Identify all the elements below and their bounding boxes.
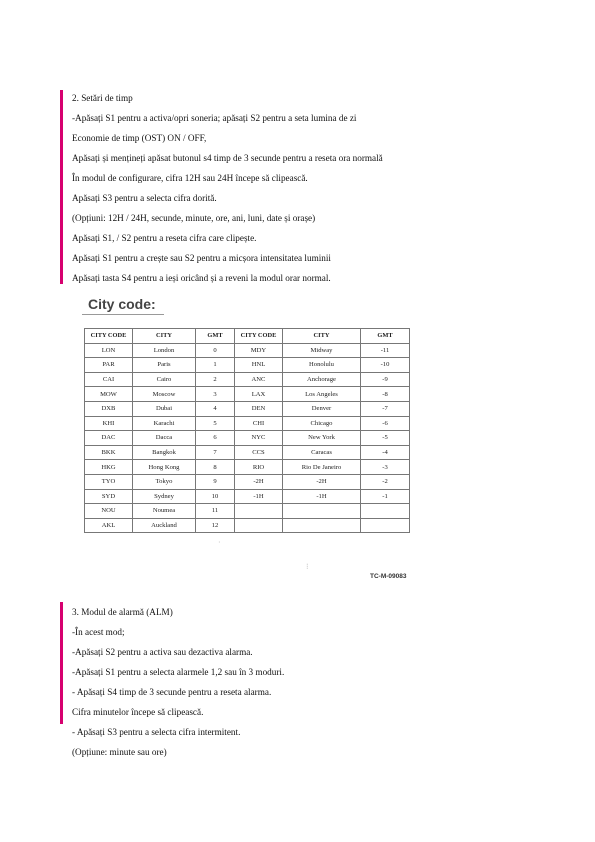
table-cell: -6 xyxy=(361,416,410,431)
table-cell: 8 xyxy=(196,460,235,475)
table-cell: -1H xyxy=(283,489,361,504)
table-row xyxy=(85,445,410,460)
table-cell: LAX xyxy=(235,387,283,402)
table-cell: -5 xyxy=(361,431,410,446)
instruction-line: -Apăsați S1 pentru a activa/opri soneria; apăsați S2 pentru a seta lumina de zi xyxy=(72,113,357,123)
instruction-line: (Opțiune: minute sau ore) xyxy=(72,747,167,757)
table-cell: NOU xyxy=(85,504,133,519)
table-cell: TYO xyxy=(85,474,133,489)
table-cell: 3 xyxy=(196,387,235,402)
table-cell xyxy=(283,518,361,533)
instruction-line: În modul de configurare, cifra 12H sau 24H începe să clipească. xyxy=(72,173,308,183)
table-cell: Dubai xyxy=(133,401,196,416)
table-cell: -1H xyxy=(235,489,283,504)
table-cell: -9 xyxy=(361,372,410,387)
table-cell: HKG xyxy=(85,460,133,475)
table-row xyxy=(85,358,410,373)
table-cell: Moscow xyxy=(133,387,196,402)
table-cell xyxy=(361,518,410,533)
table-cell: Hong Kong xyxy=(133,460,196,475)
section-accent-bar xyxy=(60,602,63,724)
table-cell: BKK xyxy=(85,445,133,460)
table-cell: Anchorage xyxy=(283,372,361,387)
city-code-title: City code: xyxy=(88,296,156,312)
table-cell: CAI xyxy=(85,372,133,387)
table-cell: MOW xyxy=(85,387,133,402)
table-cell: 12 xyxy=(196,518,235,533)
scan-speck: ⁝ xyxy=(306,562,309,571)
section-heading: 2. Setări de timp xyxy=(72,93,133,103)
instruction-line: -Apăsați S2 pentru a activa sau dezactiva alarma. xyxy=(72,647,253,657)
column-header: CITY xyxy=(133,329,196,344)
instruction-line: Apăsați S3 pentru a selecta cifra dorită. xyxy=(72,193,217,203)
table-cell: -2H xyxy=(235,474,283,489)
table-cell: DXB xyxy=(85,401,133,416)
table-cell: -8 xyxy=(361,387,410,402)
table-row xyxy=(85,504,410,519)
table-cell: 0 xyxy=(196,343,235,358)
section-accent-bar xyxy=(60,90,63,284)
table-cell xyxy=(235,504,283,519)
table-cell: CHI xyxy=(235,416,283,431)
table-row xyxy=(85,431,410,446)
table-cell: AKL xyxy=(85,518,133,533)
table-cell: DAC xyxy=(85,431,133,446)
table-cell: -4 xyxy=(361,445,410,460)
table-row xyxy=(85,474,410,489)
column-header: CITY CODE xyxy=(235,329,283,344)
instruction-line: Apăsați S1 pentru a crește sau S2 pentru a micșora intensitatea luminii xyxy=(72,253,331,263)
table-cell: -3 xyxy=(361,460,410,475)
table-cell: Tokyo xyxy=(133,474,196,489)
table-cell: 9 xyxy=(196,474,235,489)
table-cell: PAR xyxy=(85,358,133,373)
table-cell: ANC xyxy=(235,372,283,387)
table-cell: Caracas xyxy=(283,445,361,460)
instruction-line: -În acest mod; xyxy=(72,627,125,637)
section-heading: 3. Modul de alarmă (ALM) xyxy=(72,607,173,617)
table-cell: Auckland xyxy=(133,518,196,533)
table-cell: Karachi xyxy=(133,416,196,431)
table-cell: Noumea xyxy=(133,504,196,519)
table-cell: 6 xyxy=(196,431,235,446)
instruction-line: -Apăsați S1 pentru a selecta alarmele 1,2 sau în 3 moduri. xyxy=(72,667,285,677)
table-cell: Cairo xyxy=(133,372,196,387)
table-cell: DEN xyxy=(235,401,283,416)
table-cell: CCS xyxy=(235,445,283,460)
table-cell: -7 xyxy=(361,401,410,416)
instruction-line: Economie de timp (OST) ON / OFF, xyxy=(72,133,207,143)
table-cell: Honolulu xyxy=(283,358,361,373)
table-row xyxy=(85,387,410,402)
table-cell: New York xyxy=(283,431,361,446)
instruction-line: Apăsați și mențineți apăsat butonul s4 timp de 3 secunde pentru a reseta ora normală xyxy=(72,153,383,163)
title-underline xyxy=(82,314,164,315)
table-cell: LON xyxy=(85,343,133,358)
table-row xyxy=(85,372,410,387)
table-cell xyxy=(361,504,410,519)
table-cell: 10 xyxy=(196,489,235,504)
table-row xyxy=(85,343,410,358)
table-cell: RIO xyxy=(235,460,283,475)
table-row xyxy=(85,401,410,416)
table-cell: NYC xyxy=(235,431,283,446)
table-row xyxy=(85,489,410,504)
city-code-figure xyxy=(82,294,412,594)
column-header: GMT xyxy=(361,329,410,344)
column-header: CITY CODE xyxy=(85,329,133,344)
table-cell: -2 xyxy=(361,474,410,489)
table-cell: Denver xyxy=(283,401,361,416)
table-cell xyxy=(235,518,283,533)
scan-speck: · xyxy=(218,538,221,547)
table-cell: Dacca xyxy=(133,431,196,446)
table-cell: Sydney xyxy=(133,489,196,504)
table-cell: Chicago xyxy=(283,416,361,431)
table-cell: Bangkok xyxy=(133,445,196,460)
table-cell: London xyxy=(133,343,196,358)
table-cell: -1 xyxy=(361,489,410,504)
table-cell: 1 xyxy=(196,358,235,373)
table-row xyxy=(85,518,410,533)
section-time-settings xyxy=(60,88,530,288)
table-cell: KHI xyxy=(85,416,133,431)
table-header-row xyxy=(85,329,410,344)
table-cell: Paris xyxy=(133,358,196,373)
instruction-line: Cifra minutelor începe să clipească. xyxy=(72,707,204,717)
city-code-table xyxy=(84,328,410,533)
column-header: GMT xyxy=(196,329,235,344)
instruction-line: (Opțiuni: 12H / 24H, secunde, minute, ore, ani, luni, date și orașe) xyxy=(72,213,316,223)
table-cell: 2 xyxy=(196,372,235,387)
instruction-line: Apăsați tasta S4 pentru a ieși oricând și a reveni la modul orar normal. xyxy=(72,273,331,283)
table-cell xyxy=(283,504,361,519)
table-row xyxy=(85,460,410,475)
table-cell: Rio De Janeiro xyxy=(283,460,361,475)
table-cell: 4 xyxy=(196,401,235,416)
model-code: TC-M-09083 xyxy=(370,573,407,580)
instruction-line: - Apăsați S4 timp de 3 secunde pentru a reseta alarma. xyxy=(72,687,272,697)
table-cell: 11 xyxy=(196,504,235,519)
table-cell: SYD xyxy=(85,489,133,504)
instruction-line: Apăsați S1, / S2 pentru a reseta cifra care clipește. xyxy=(72,233,257,243)
table-cell: HNL xyxy=(235,358,283,373)
table-cell: -2H xyxy=(283,474,361,489)
table-row xyxy=(85,416,410,431)
table-cell: -11 xyxy=(361,343,410,358)
table-cell: MDY xyxy=(235,343,283,358)
table-cell: Midway xyxy=(283,343,361,358)
section-alarm-mode xyxy=(60,600,530,770)
column-header: CITY xyxy=(283,329,361,344)
instruction-line: - Apăsați S3 pentru a selecta cifra intermitent. xyxy=(72,727,241,737)
table-cell: 5 xyxy=(196,416,235,431)
table-cell: -10 xyxy=(361,358,410,373)
table-cell: 7 xyxy=(196,445,235,460)
table-cell: Los Angeles xyxy=(283,387,361,402)
